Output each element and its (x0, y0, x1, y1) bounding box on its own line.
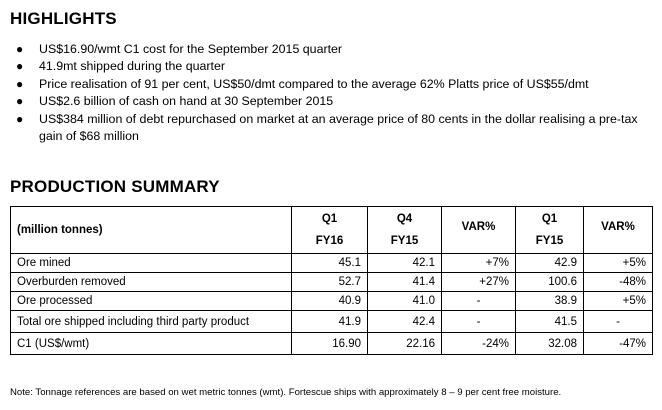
highlights-heading: HIGHLIGHTS (10, 9, 117, 28)
cell-value: 32.08 (516, 333, 584, 355)
list-item (14, 41, 658, 58)
table-row (11, 254, 653, 273)
highlights-list (14, 41, 658, 145)
cell-value: 42.1 (368, 254, 442, 273)
column-header-var: VAR% (584, 207, 653, 254)
cell-value: +5% (584, 254, 653, 273)
row-label: Ore processed (11, 292, 292, 311)
cell-value: 38.9 (516, 292, 584, 311)
highlight-text: Price realisation of 91 per cent, US$50/dmt compared to the average 62% Platts price of US$55/dmt (39, 76, 589, 91)
cell-value: 41.5 (516, 311, 584, 333)
highlight-text: US$2.6 billion of cash on hand at 30 September 2015 (39, 94, 334, 109)
column-header-q4-fy15: Q4 FY15 (368, 207, 442, 254)
highlight-text: US$384 million of debt repurchased on market at an average price of 80 cents in the dollar realising a pre-tax gain of $68 million (39, 111, 638, 144)
cell-value: - (442, 311, 516, 333)
table-row (11, 273, 653, 292)
list-item (14, 111, 658, 146)
cell-value: 45.1 (292, 254, 368, 273)
table-row (11, 292, 653, 311)
row-label: Overburden removed (11, 273, 292, 292)
bullet-icon: ● (16, 76, 24, 91)
cell-value: 42.9 (516, 254, 584, 273)
cell-value: 42.4 (368, 311, 442, 333)
cell-value: 16.90 (292, 333, 368, 355)
cell-value: 41.0 (368, 292, 442, 311)
cell-value: - (442, 292, 516, 311)
cell-value: -48% (584, 273, 653, 292)
bullet-icon: ● (16, 111, 24, 126)
cell-value: +27% (442, 273, 516, 292)
highlight-text: 41.9mt shipped during the quarter (39, 59, 225, 74)
cell-value: +5% (584, 292, 653, 311)
bullet-icon: ● (16, 42, 24, 56)
table-row (11, 333, 653, 355)
column-header-label: (million tonnes) (11, 207, 292, 254)
cell-value: 40.9 (292, 292, 368, 311)
table-row (11, 311, 653, 333)
list-item (14, 76, 658, 93)
cell-value: - (584, 311, 653, 333)
cell-value: +7% (442, 254, 516, 273)
table-header-row (11, 207, 653, 254)
footnote: Note: Tonnage references are based on wet metric tonnes (wmt). Fortescue ships with approximately 8 – 9 per cent free moisture. (10, 387, 562, 398)
highlight-text: US$16.90/wmt C1 cost for the September 2015 quarter (39, 42, 343, 56)
cell-value: 100.6 (516, 273, 584, 292)
column-header-q1-fy16: Q1 FY16 (292, 207, 368, 254)
bullet-icon: ● (16, 59, 24, 74)
row-label: Total ore shipped including third party product (11, 311, 292, 333)
cell-value: -47% (584, 333, 653, 355)
row-label: Ore mined (11, 254, 292, 273)
column-header-var: VAR% (442, 207, 516, 254)
production-summary-table (10, 206, 653, 355)
production-summary-heading: PRODUCTION SUMMARY (10, 177, 220, 196)
list-item (14, 93, 658, 110)
row-label: C1 (US$/wmt) (11, 333, 292, 355)
column-header-q1-fy15: Q1 FY15 (516, 207, 584, 254)
cell-value: 41.4 (368, 273, 442, 292)
cell-value: 52.7 (292, 273, 368, 292)
bullet-icon: ● (16, 94, 24, 109)
cell-value: 22.16 (368, 333, 442, 355)
cell-value: 41.9 (292, 311, 368, 333)
cell-value: -24% (442, 333, 516, 355)
list-item (14, 58, 658, 75)
